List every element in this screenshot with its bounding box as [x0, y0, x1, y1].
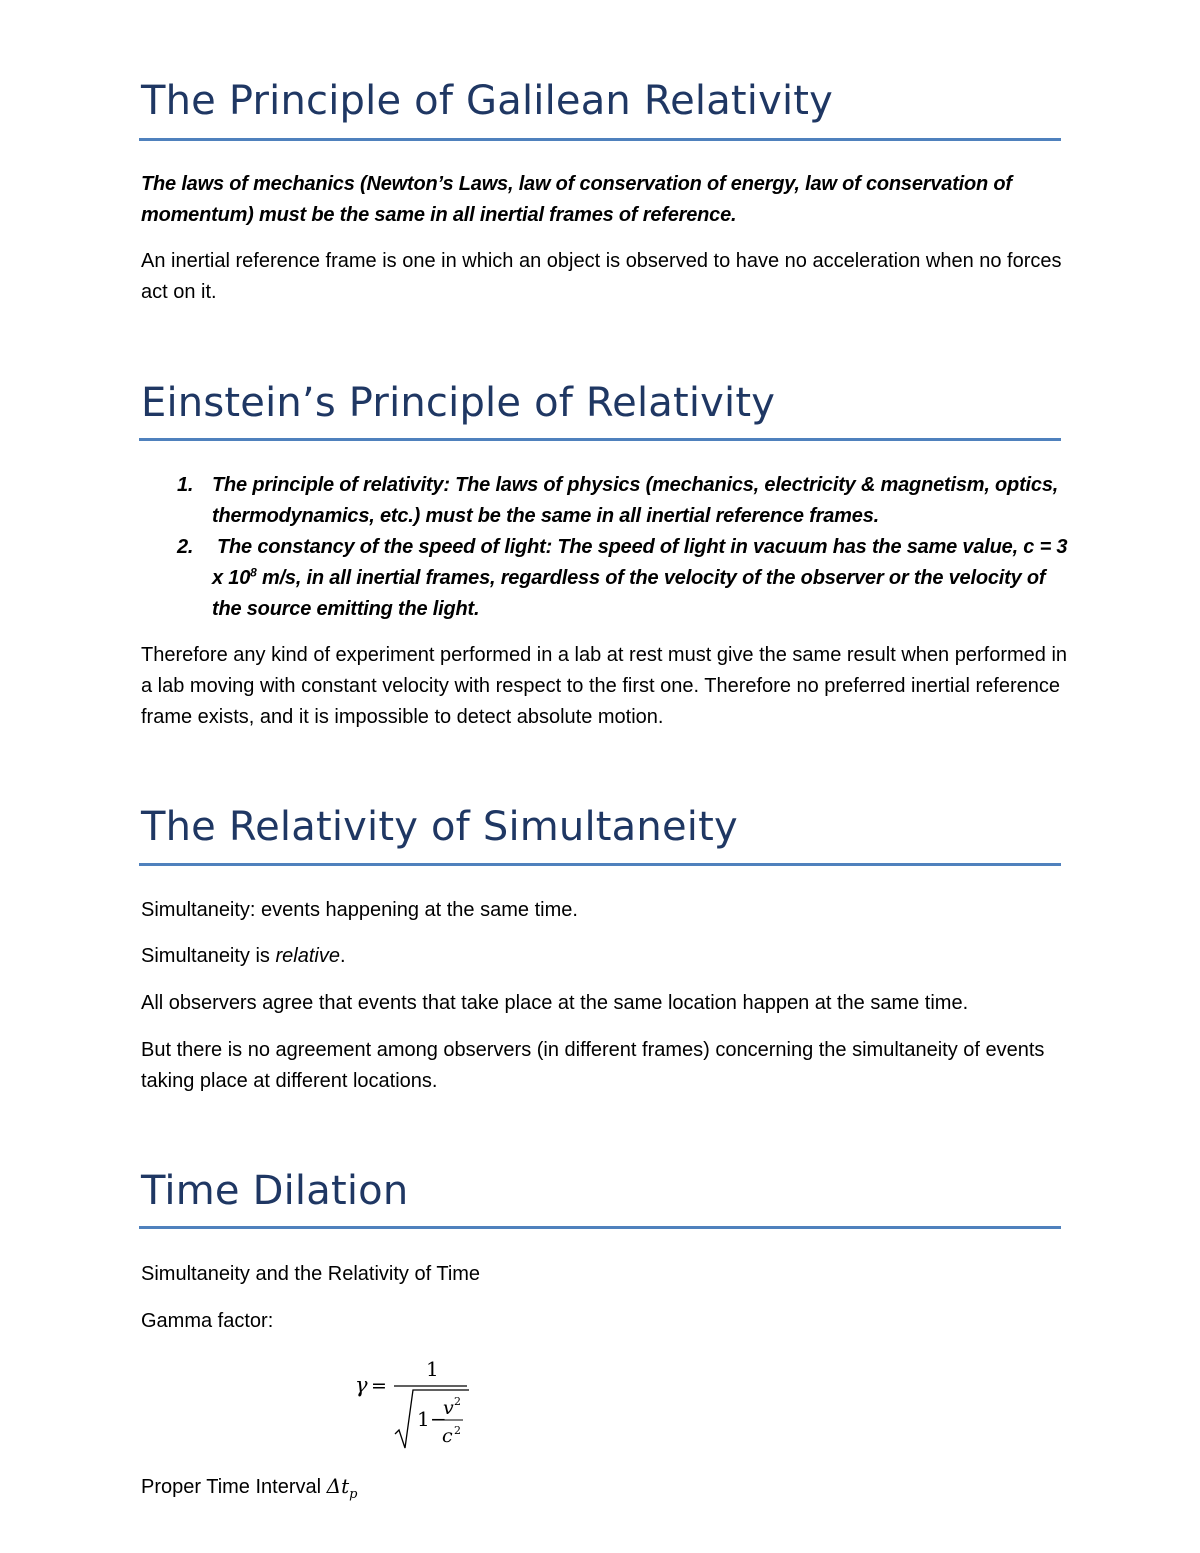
- simultaneity-agreement: All observers agree that events that take place at the same location happen at the same time.: [141, 992, 969, 1014]
- exponent: 8: [250, 565, 257, 580]
- simultaneity-disagreement: But there is no agreement among observers (in different frames) concerning the simultaneity of events taking place at different locations.: [141, 1039, 1045, 1092]
- heading-simultaneity: The Relativity of Simultaneity: [141, 804, 738, 850]
- postulate-relativity: The principle of relativity: The laws of physics (mechanics, electricity & magnetism, optics, thermodynamics, etc.) must be the same in all inertial reference frames.: [212, 474, 1059, 527]
- heading-underline: [139, 138, 1061, 141]
- radicand-one: 1: [417, 1407, 430, 1431]
- list-item: [141, 470, 1071, 532]
- proper-time-interval-label: [141, 1471, 1071, 1510]
- heading-time-dilation: Time Dilation: [141, 1168, 409, 1214]
- heading-underline: [139, 863, 1061, 866]
- list-number: 1.: [177, 474, 194, 496]
- heading-underline: [139, 438, 1061, 441]
- list-number: 2.: [177, 536, 194, 558]
- numerator-one: 1: [426, 1357, 439, 1381]
- sentence-suffix: .: [339, 945, 346, 967]
- postulates-list: [141, 470, 1071, 625]
- label-text: Proper Time Interval: [141, 1476, 327, 1498]
- galilean-statement: The laws of mechanics (Newton’s Laws, law of conservation of energy, law of conservation of momentum) must be the same in all inertial frames of reference.: [141, 173, 1012, 226]
- postulate-text: The constancy of the speed of light: The speed of light in vacuum has the same value, c = 3 x 10: [212, 536, 1068, 589]
- gamma-factor-equation: [353, 1350, 513, 1460]
- sentence-prefix: Simultaneity is: [141, 945, 276, 967]
- relativity-conclusion: Therefore any kind of experiment performed in a lab at rest must give the same result when performed in a lab moving with constant velocity with respect to the first one. Therefore no preferred inertial reference frame exists, and it is impossible to detect absolute motion.: [141, 644, 1068, 728]
- gamma-factor-label: Gamma factor:: [141, 1310, 274, 1332]
- heading-galilean-relativity: The Principle of Galilean Relativity: [141, 78, 834, 124]
- exponent-two: 2: [454, 1395, 461, 1408]
- postulate-text: m/s, in all inertial frames, regardless of the velocity of the observer or the velocity of the source emitting the light.: [212, 567, 1046, 620]
- inertial-frame-definition: An inertial reference frame is one in which an object is observed to have no acceleration when no forces act on it.: [141, 250, 1062, 303]
- time-dilation-subtitle: Simultaneity and the Relativity of Time: [141, 1263, 481, 1285]
- velocity-v: v: [443, 1397, 454, 1419]
- exponent-two: 2: [454, 1424, 461, 1437]
- list-item: [141, 532, 1071, 625]
- speed-of-light-c: c: [442, 1425, 453, 1447]
- subscript-p: p: [349, 1487, 358, 1502]
- gamma-symbol: γ: [355, 1373, 368, 1397]
- minus-sign: −: [430, 1407, 447, 1431]
- heading-underline: [139, 1226, 1061, 1229]
- simultaneity-definition: Simultaneity: events happening at the same time.: [141, 899, 578, 921]
- delta-t-symbol: Δt: [326, 1474, 350, 1498]
- postulate-speed-of-light: [212, 532, 1071, 625]
- heading-einstein-principle: Einstein’s Principle of Relativity: [141, 380, 776, 426]
- equals-sign: =: [371, 1375, 387, 1397]
- emphasis-relative: relative: [275, 945, 340, 967]
- simultaneity-relative: [141, 941, 1071, 972]
